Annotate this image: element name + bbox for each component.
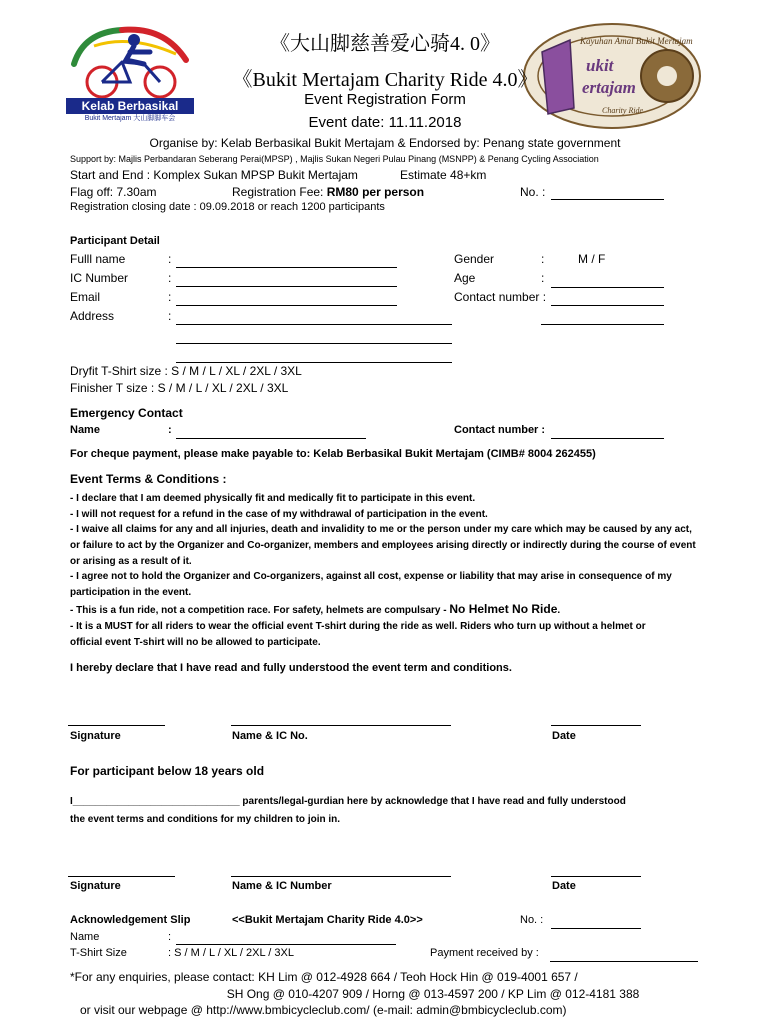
name-ic-label-1: Name & IC No. (232, 730, 308, 742)
date-label-2: Date (552, 880, 576, 892)
slip-heading: Acknowledgement Slip (70, 914, 191, 926)
age-field[interactable] (551, 287, 664, 288)
address-label: Address (70, 309, 115, 323)
footer-enquiries-line-1: *For any enquiries, please contact: KH Lim @ 012-4928 664 / Teoh Hock Hin @ 019-4001 657 / (70, 970, 578, 984)
slip-name-field[interactable] (176, 944, 396, 945)
flag-off-text: Flag off: 7.30am (70, 185, 157, 199)
email-colon: : (168, 290, 172, 304)
ic-number-field[interactable] (176, 286, 397, 287)
slip-name-colon: : (168, 931, 172, 943)
full-name-field[interactable] (176, 267, 397, 268)
address-field-3[interactable] (176, 362, 452, 363)
ic-number-label: IC Number (70, 271, 129, 285)
name-ic-line-2[interactable] (231, 876, 451, 877)
email-label: Email (70, 290, 101, 304)
slip-tshirt-options[interactable]: : S / M / L / XL / 2XL / 3XL (168, 947, 294, 959)
slip-no-field[interactable] (551, 928, 641, 929)
emergency-heading: Emergency Contact (70, 406, 183, 420)
title-english: 《Bukit Mertajam Charity Ride 4.0》 (232, 69, 538, 91)
term-2: - I will not request for a refund in the case of my withdrawal of participation in the event. (70, 509, 488, 520)
full-name-colon: : (168, 252, 172, 266)
terms-heading: Event Terms & Conditions : (70, 472, 227, 486)
support-line: Support by: Majlis Perbandaran Seberang Perai(MPSP) , Majlis Sukan Negeri Pulau Pinang (MSNPP) & Penang Cycling Association (70, 154, 599, 164)
fee-label: Registration Fee: (232, 185, 327, 199)
email-field[interactable] (176, 305, 397, 306)
event-date: Event date: 11.11.2018 (308, 114, 462, 131)
emergency-contact-label: Contact number : (454, 424, 546, 436)
gender-colon: : (541, 252, 545, 266)
age-colon: : (541, 271, 545, 285)
form-no-label: No. : (520, 185, 546, 199)
dryfit-size-line[interactable]: Dryfit T-Shirt size : S / M / L / XL / 2XL / 3XL (70, 364, 302, 378)
date-line-1[interactable] (551, 725, 641, 726)
gender-label: Gender (454, 252, 495, 266)
emergency-name-field[interactable] (176, 438, 366, 439)
address-field-2[interactable] (176, 343, 452, 344)
contact-number-label: Contact number : (454, 290, 547, 304)
form-no-field[interactable] (551, 199, 664, 200)
emergency-name-label: Name (70, 424, 100, 436)
logo-club-subtitle: Bukit Mertajam 大山脚脚车会 (84, 115, 176, 122)
minor-acknowledge-text[interactable]: I______________________________ parents/legal-gurdian here by acknowledge that I have read and fully understood (70, 796, 626, 807)
term-5-text: - This is a fun ride, not a competition race. For safety, helmets are compulsary - (70, 605, 450, 616)
emergency-contact-field[interactable] (551, 438, 664, 439)
age-label: Age (454, 271, 476, 285)
closing-date-text: Registration closing date : 09.09.2018 or reach 1200 participants (70, 201, 385, 213)
title-chinese: 《大山脚慈善爱心骑4. 0》 (270, 33, 500, 55)
minor-acknowledge-text-2: the event terms and conditions for my children to join in. (70, 814, 341, 825)
term-4: - I agree not to hold the Organizer and Co-organizers, against all cost, expense or liability that may arise in consequence of my participation in the event. (70, 571, 672, 598)
organise-line: Organise by: Kelab Berbasikal Bukit Mertajam & Endorsed by: Penang state government (149, 136, 621, 150)
signature-label-1: Signature (70, 730, 121, 742)
term-1: - I declare that I am deemed physically fit and medically fit to participate in this event. (70, 493, 476, 504)
name-ic-line-1[interactable] (231, 725, 451, 726)
footer-website-line[interactable]: or visit our webpage @ http://www.bmbicycleclub.com/ (e-mail: admin@bmbicycleclub.com) (80, 1003, 567, 1017)
logo-club-name: Kelab Berbasikal (66, 98, 194, 114)
full-name-label: Fulll name (70, 252, 126, 266)
contact-number-field[interactable] (551, 305, 664, 306)
date-line-2[interactable] (551, 876, 641, 877)
contact-number-field-2[interactable] (541, 324, 664, 325)
start-end-text: Start and End : Komplex Sukan MPSP Bukit Mertajam (70, 168, 358, 182)
participant-heading: Participant Detail (70, 235, 160, 247)
badge-main-text-1: ukit (586, 56, 614, 75)
badge-main-text-2: ertajam (582, 78, 636, 97)
slip-event-name: <<Bukit Mertajam Charity Ride 4.0>> (232, 914, 423, 926)
term-3: - I waive all claims for any and all injuries, death and invalidity to me or the person under my care which may be caused by any act, or failure to act by the Organizer and Co-organizer, members and employees arising directly or indirectly during the course of event or arising as a result of it. (70, 524, 696, 567)
finisher-size-line[interactable]: Finisher T size : S / M / L / XL / 2XL / 3XL (70, 381, 289, 395)
declaration-text: I hereby declare that I have read and fully understood the event term and conditions. (70, 662, 512, 674)
gender-options[interactable]: M / F (578, 252, 606, 266)
ic-number-colon: : (168, 271, 172, 285)
cheque-instruction: For cheque payment, please make payable to: Kelab Berbasikal Bukit Mertajam (CIMB# 8004 262455) (70, 448, 596, 460)
slip-no-label: No. : (520, 914, 544, 926)
fee-value: RM80 per person (326, 185, 425, 199)
address-colon: : (168, 309, 172, 323)
minor-heading: For participant below 18 years old (70, 764, 265, 778)
slip-name-label: Name (70, 931, 100, 943)
signature-line-1[interactable] (68, 725, 165, 726)
slip-tshirt-label: T-Shirt Size (70, 947, 127, 959)
address-field-1[interactable] (176, 324, 452, 325)
signature-line-2[interactable] (68, 876, 175, 877)
emergency-name-colon: : (168, 424, 172, 436)
term-5 (70, 601, 700, 619)
badge-top-text: Kayuhan Amal Bukit Mertajam (580, 36, 693, 46)
form-subtitle: Event Registration Form (304, 91, 466, 108)
signature-label-2: Signature (70, 880, 121, 892)
estimate-text: Estimate 48+km (400, 168, 487, 182)
fee-text (232, 185, 424, 199)
date-label-1: Date (552, 730, 576, 742)
name-ic-label-2: Name & IC Number (232, 880, 332, 892)
no-helmet-no-ride: No Helmet No Ride (449, 602, 558, 616)
footer-enquiries-line-2: SH Ong @ 010-4207 909 / Horng @ 013-4597 200 / KP Lim @ 012-4181 388 (226, 987, 640, 1001)
badge-bottom-text: Charity Ride (602, 106, 644, 115)
term-6: - It is a MUST for all riders to wear the official event T-shirt during the ride as well. Riders who turn up without a helmet or official event T-shirt will no be allowed to participate. (70, 621, 646, 648)
payment-received-field[interactable] (550, 961, 698, 962)
term-5-end: . (557, 605, 561, 616)
payment-received-label: Payment received by : (430, 947, 539, 959)
